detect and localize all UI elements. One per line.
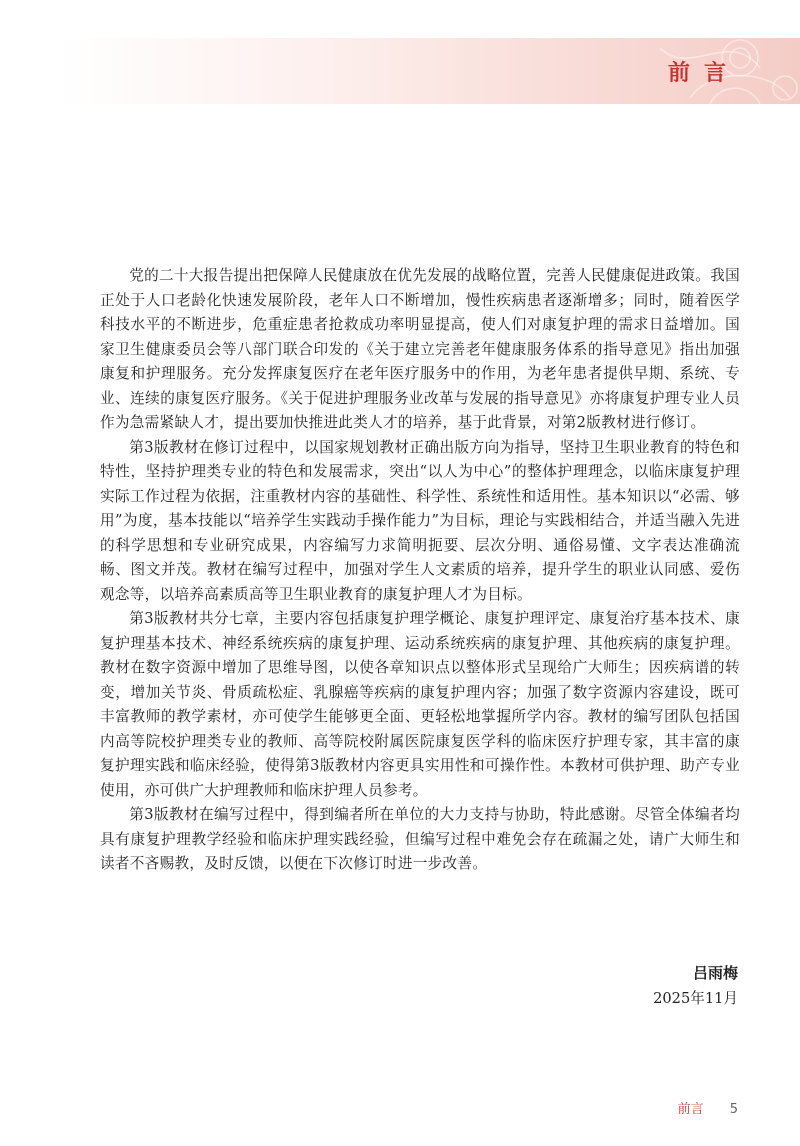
paragraph-3: 第3版教材共分七章，主要内容包括康复护理学概论、康复护理评定、康复治疗基本技术、康复护理基本技术、神经系统疾病的康复护理、运动系统疾病的康复护理、其他疾病的康复护理。教材在数字资源中增加了思维导图，以使各章知识点以整体形式呈现给广大师生；因疾病谱的转变，增加关节炎、骨质疏松症、乳腺癌等疾病的康复护理内容；加强了数字资源内容建设，既可丰富教师的教学素材，亦可使学生能够更全面、更轻松地掌握所学内容。教材的编写团队包括国内高等院校护理类专业的教师、高等院校附属医院康复医学科的临床医疗护理专家，其丰富的康复护理实践和临床经验，使得第3版教材内容更具实用性和可操作性。本教材可供护理、助产专业使用，亦可供广大护理教师和临床护理人员参考。: [100, 610, 740, 799]
signature-date: 2025年11月: [653, 990, 738, 1007]
page-number: 5: [729, 1102, 738, 1117]
paragraph-4: 第3版教材在编写过程中，得到编者所在单位的大力支持与协助，特此感谢。尽管全体编者均具有康复护理教学经验和临床护理实践经验，但编写过程中难免会存在疏漏之处，请广大师生和读者不吝赐教，及时反馈，以便在下次修订时进一步改善。: [100, 806, 740, 872]
paragraph-1: 党的二十大报告提出把保障人民健康放在优先发展的战略位置，完善人民健康促进政策。我国正处于人口老龄化快速发展阶段，老年人口不断增加，慢性疾病患者逐渐增多；同时，随着医学科技水平的不断进步，危重症患者抢救成功率明显提高，使人们对康复护理的需求日益增加。国家卫生健康委员会等八部门联合印发的《关于建立完善老年健康服务体系的指导意见》指出加强康复和护理服务。充分发挥康复医疗在老年医疗服务中的作用，为老年患者提供早期、系统、专业、连续的康复医疗服务。《关于促进护理服务业改革与发展的指导意见》亦将康复护理专业人员作为急需紧缺人才，提出要加快推进此类人才的培养，基于此背景，对第2版教材进行修订。: [100, 267, 740, 431]
signature-block: [653, 960, 738, 1012]
footer-section-label: 前言: [677, 1102, 704, 1117]
preface-body: [100, 264, 740, 877]
paragraph-2: 第3版教材在修订过程中，以国家规划教材正确出版方向为指导，坚持卫生职业教育的特色和特性，坚持护理类专业的特色和发展需求，突出“以人为中心”的整体护理理念，以临床康复护理实际工作过程为依据，注重教材内容的基础性、科学性、系统性和适用性。基本知识以“必需、够用”为度，基本技能以“培养学生实践动手操作能力”为目标，理论与实践相结合，并适当融入先进的科学思想和专业研究成果，内容编写力求简明扼要、层次分明、通俗易懂、文字表达准确流畅、图文并茂。教材在编写过程中，加强对学生人文素质的培养，提升学生的职业认同感、爱伤观念等，以培养高素质高等卫生职业教育的康复护理人才为目标。: [100, 438, 740, 603]
page-title: 前言: [667, 61, 740, 86]
page-footer: [678, 1098, 738, 1117]
author-name: 吕雨梅: [692, 964, 738, 982]
